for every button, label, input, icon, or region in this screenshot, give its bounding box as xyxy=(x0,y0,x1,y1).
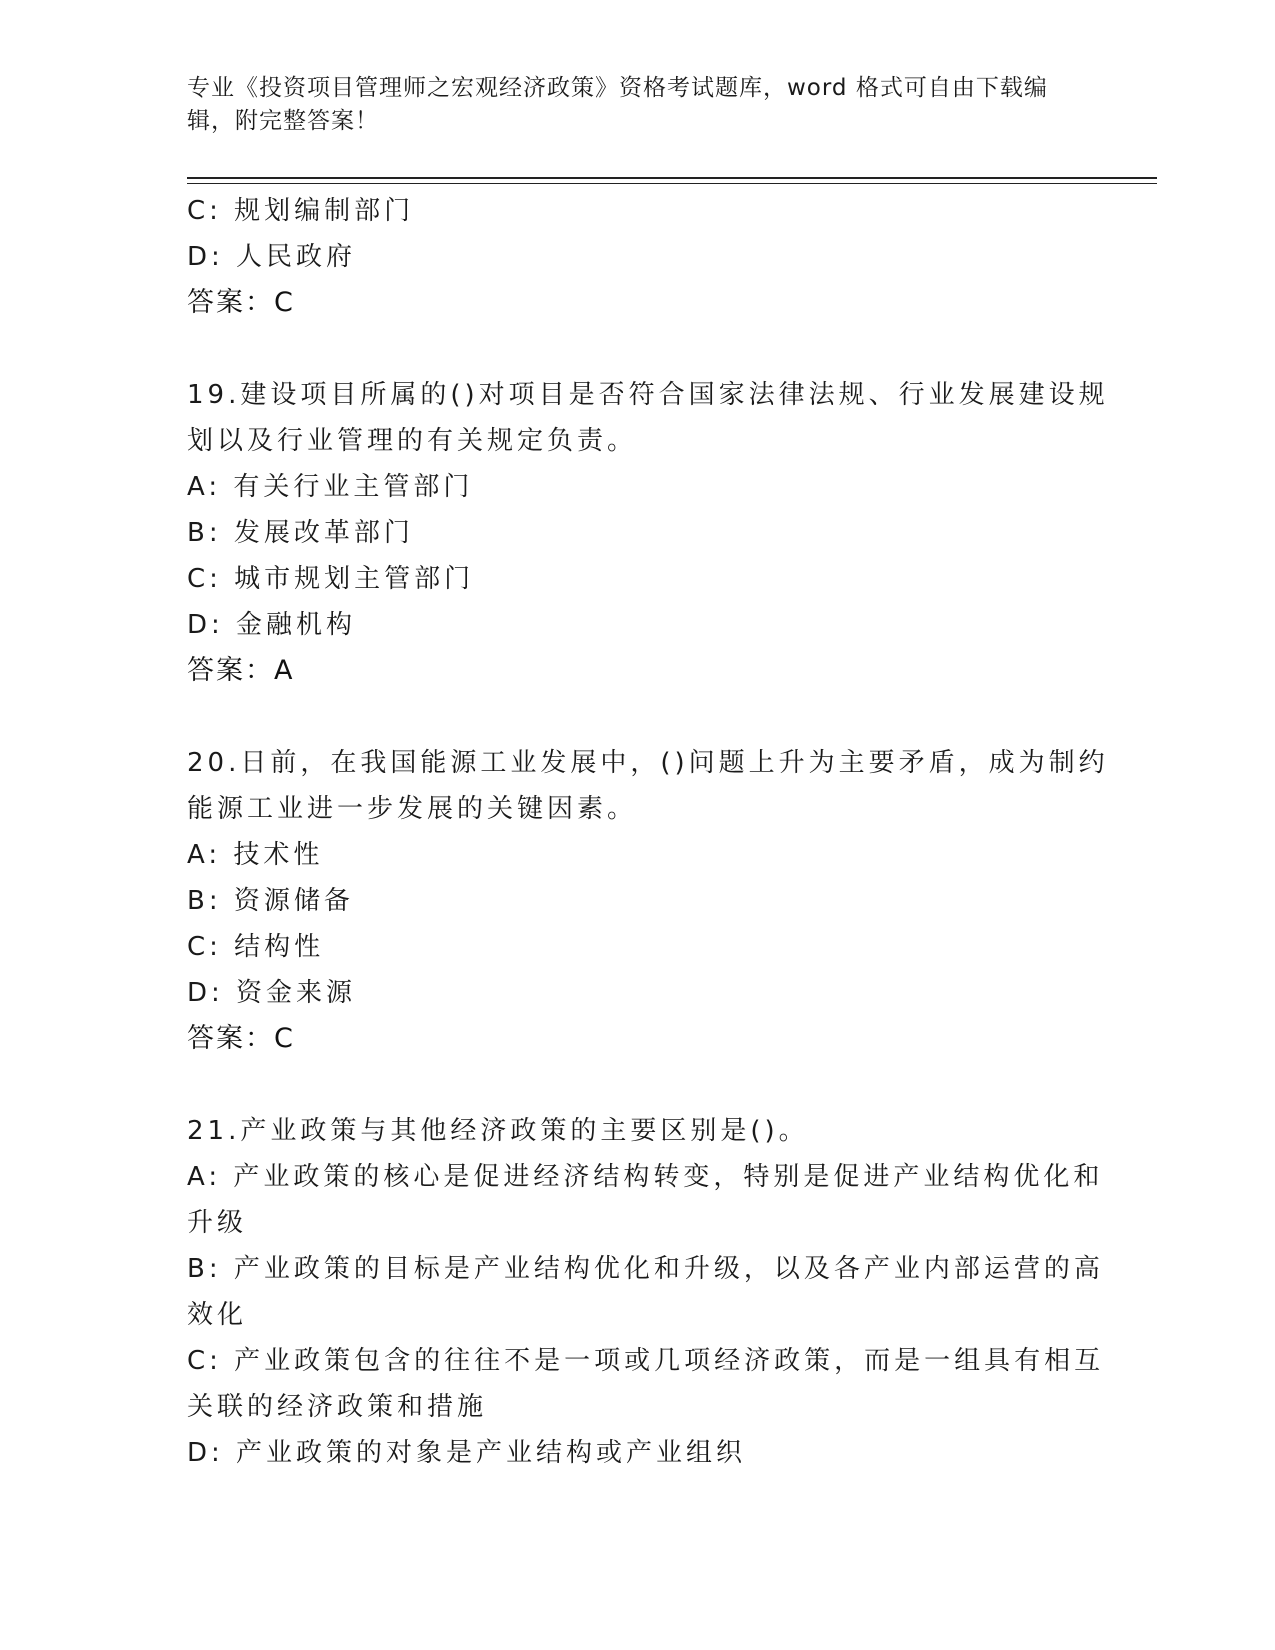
question-stem-line-1: 21.产业政策与其他经济政策的主要区别是()。 xyxy=(187,1116,809,1146)
answer: 答案：C xyxy=(187,1023,295,1054)
option-d: D: 产业政策的对象是产业结构或产业组织 xyxy=(187,1438,747,1468)
option-b-line-2: 效化 xyxy=(187,1300,248,1330)
option-d: D: 资金来源 xyxy=(187,978,357,1008)
option-c-line-1: C: 产业政策包含的往往不是一项或几项经济政策，而是一组具有相互 xyxy=(187,1346,1105,1376)
header-line-1: 专业《投资项目管理师之宏观经济政策》资格考试题库，word 格式可自由下载编 xyxy=(187,75,1048,101)
question-stem-line-1: 20.日前，在我国能源工业发展中，()问题上升为主要矛盾，成为制约 xyxy=(187,748,1109,778)
option-d: D: 人民政府 xyxy=(187,242,357,272)
question-stem-line-2: 能源工业进一步发展的关键因素。 xyxy=(187,794,638,824)
option-b: B: 资源储备 xyxy=(187,886,354,916)
option-c-line-2: 关联的经济政策和措施 xyxy=(187,1392,488,1422)
question-19 xyxy=(187,372,1109,694)
spacer xyxy=(187,326,1087,372)
option-b: B: 发展改革部门 xyxy=(187,518,414,548)
option-c: C: 规划编制部门 xyxy=(187,196,415,226)
question-stem-line-2: 划以及行业管理的有关规定负责。 xyxy=(187,426,638,456)
option-d: D: 金融机构 xyxy=(187,610,357,640)
option-a: A: 技术性 xyxy=(187,840,324,870)
option-b-line-1: B: 产业政策的目标是产业结构优化和升级，以及各产业内部运营的高 xyxy=(187,1254,1104,1284)
spacer xyxy=(187,1062,1087,1108)
question-stem-line-1: 19.建设项目所属的()对项目是否符合国家法律法规、行业发展建设规 xyxy=(187,380,1109,410)
spacer xyxy=(187,694,1087,740)
answer: 答案：C xyxy=(187,287,295,318)
question-18-tail xyxy=(187,188,1087,326)
option-c: C: 城市规划主管部门 xyxy=(187,564,475,594)
option-a: A: 有关行业主管部门 xyxy=(187,472,474,502)
option-a-line-1: A: 产业政策的核心是促进经济结构转变，特别是促进产业结构优化和 xyxy=(187,1162,1104,1192)
document-header xyxy=(187,72,1087,138)
question-list xyxy=(187,188,1109,1476)
option-c: C: 结构性 xyxy=(187,932,325,962)
header-divider-thick xyxy=(187,177,1157,179)
option-a-line-2: 升级 xyxy=(187,1208,248,1238)
question-21 xyxy=(187,1108,1105,1476)
header-line-2: 辑，附完整答案！ xyxy=(187,108,379,134)
header-divider-thin xyxy=(187,183,1157,184)
question-20 xyxy=(187,740,1109,1062)
answer: 答案：A xyxy=(187,655,295,686)
